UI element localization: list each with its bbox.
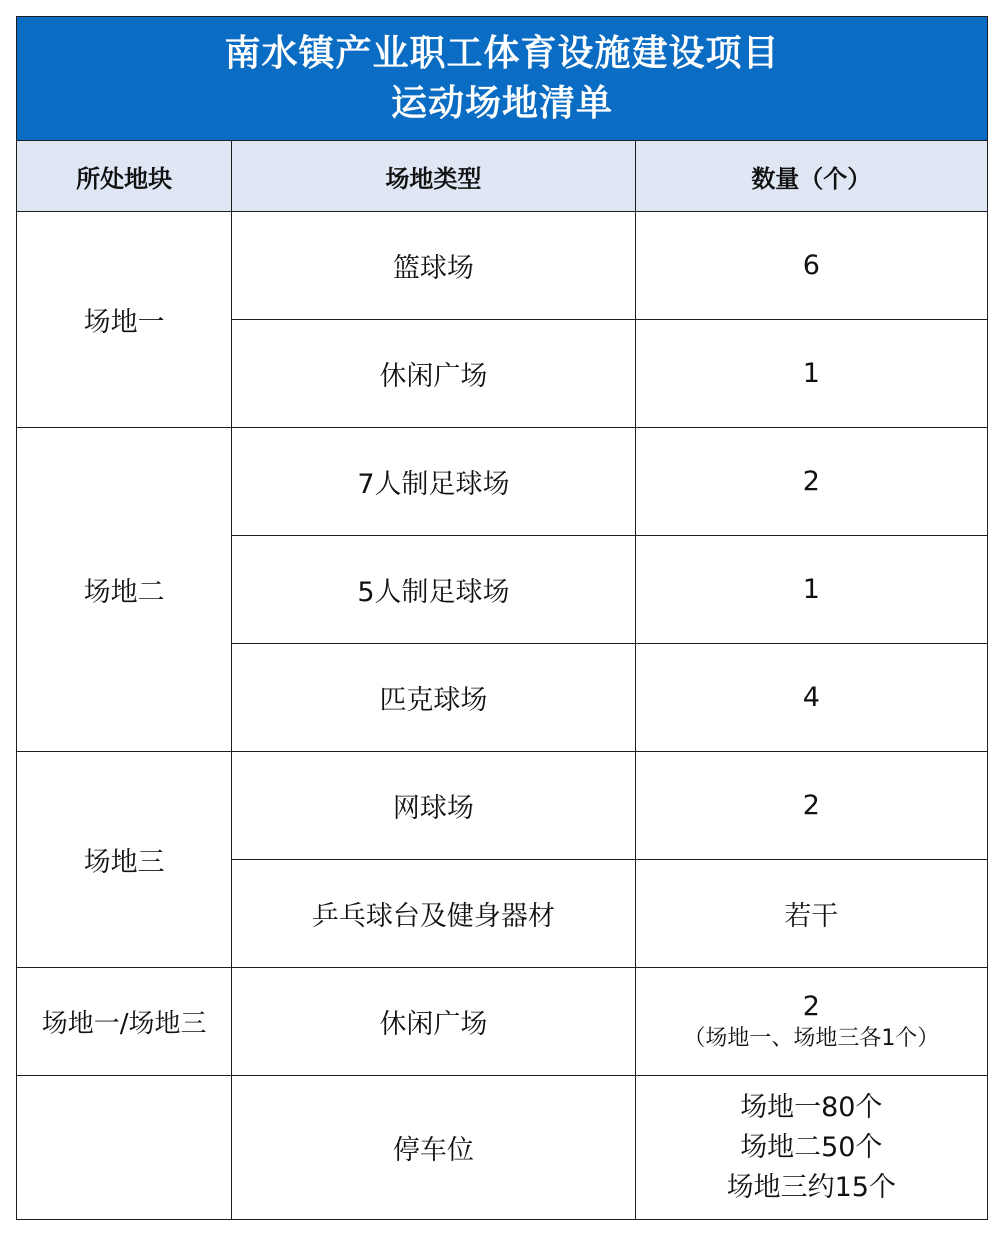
parking-line: 场地二50个	[740, 1131, 883, 1163]
quantity-cell: 2	[635, 428, 987, 536]
type-cell: 5人制足球场	[232, 536, 635, 644]
table-row	[17, 1076, 988, 1220]
header-type: 场地类型	[232, 141, 635, 212]
table-row	[17, 428, 988, 536]
table-title	[16, 16, 988, 140]
quantity-note: （场地一、场地三各1个）	[683, 1025, 940, 1051]
quantity-cell: 若干	[635, 860, 987, 968]
quantity-cell: 6	[635, 212, 987, 320]
header-quantity: 数量（个）	[635, 141, 987, 212]
table-row	[17, 212, 988, 320]
type-cell: 休闲广场	[232, 968, 635, 1076]
type-cell: 7人制足球场	[232, 428, 635, 536]
type-cell: 休闲广场	[232, 320, 635, 428]
type-cell: 篮球场	[232, 212, 635, 320]
quantity-cell	[635, 968, 987, 1076]
header-location: 所处地块	[17, 141, 232, 212]
venue-table	[16, 140, 988, 1220]
quantity-cell: 1	[635, 536, 987, 644]
table-row	[17, 968, 988, 1076]
location-cell-site3: 场地三	[17, 752, 232, 968]
parking-line: 场地三约15个	[726, 1171, 896, 1203]
parking-quantity-cell	[635, 1076, 987, 1220]
title-line-1: 南水镇产业职工体育设施建设项目	[224, 32, 780, 74]
location-cell-blank	[17, 1076, 232, 1220]
type-cell: 网球场	[232, 752, 635, 860]
parking-line: 场地一80个	[740, 1091, 883, 1123]
quantity-cell: 2	[635, 752, 987, 860]
quantity-cell: 4	[635, 644, 987, 752]
type-cell: 匹克球场	[232, 644, 635, 752]
header-row	[17, 141, 988, 212]
type-cell: 停车位	[232, 1076, 635, 1220]
location-cell-site2: 场地二	[17, 428, 232, 752]
table-row	[17, 752, 988, 860]
location-cell-site1: 场地一	[17, 212, 232, 428]
title-line-2: 运动场地清单	[390, 82, 613, 124]
quantity-value: 2	[802, 990, 820, 1022]
location-cell-site1-site3: 场地一/场地三	[17, 968, 232, 1076]
quantity-cell: 1	[635, 320, 987, 428]
venue-list-sheet	[16, 16, 988, 1220]
type-cell: 乒乓球台及健身器材	[232, 860, 635, 968]
